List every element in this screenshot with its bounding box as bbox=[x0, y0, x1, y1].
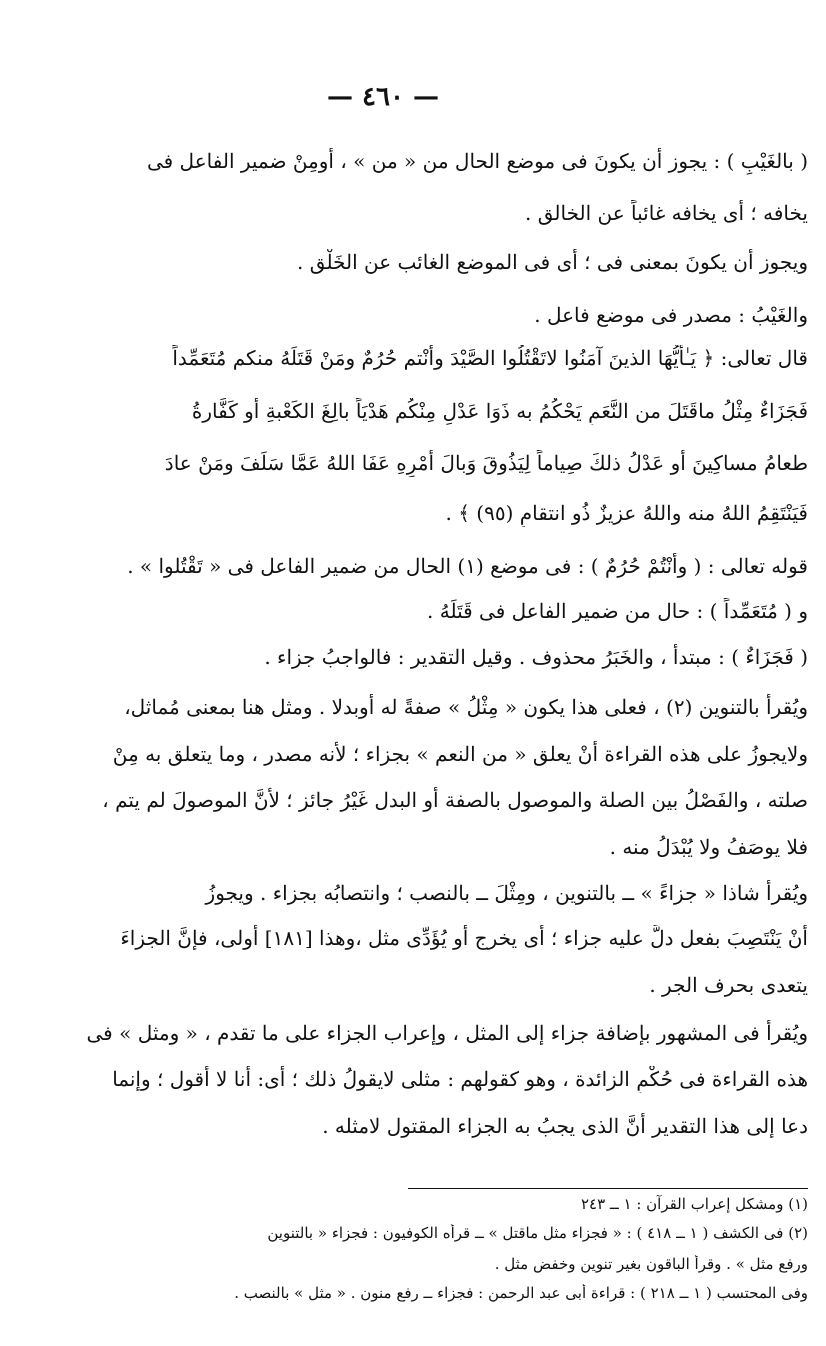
footnote-divider bbox=[408, 1188, 808, 1189]
text-line-1: ( بالغَيْبِ ) : يجوز أن يكونَ فى موضع الحال من « من » ، أومِنْ ضمير الفاعل فى bbox=[146, 149, 808, 173]
text-line-8: فَيَنْتَقِمُ اللهُ منه واللهُ عزيزٌ ذُو انتقامٍ (٩٥) ﴾ . bbox=[445, 501, 808, 525]
footnote-line-1: (١) ومشكل إعراب القرآن : ١ ــ ٢٤٣ bbox=[580, 1195, 808, 1213]
text-line-5: قال تعالى: ﴿ يَـٰأَيُّهَا الذينَ آمَنُوا لاتَقْتُلُوا الصَّيْدَ وأَنْتم حُرُمٌ ومَنْ قَتَلَهُ منكم مُتَعَمِّداً bbox=[172, 346, 808, 370]
text-line-20: هذه القراءة فى حُكْمِ الزائدة ، وهو كقولهم : مثلى لايقولُ ذلك ؛ أى: أنا لا أقول ؛ وإنما bbox=[112, 1067, 808, 1091]
text-line-11: ( فَجَزَاءٌ ) : مبتدأ ، والخَبَرُ محذوف . وقيل التقدير : فالواجبُ جزاء . bbox=[264, 645, 808, 669]
footnote-line-4: وفى المحتسب ( ١ ــ ٢١٨ ) : قراءة أبى عبد الرحمن : فجزاء ــ رفع منون . « مثل » بالنصب . bbox=[234, 1284, 808, 1302]
text-line-16: ويُقرأُ شاذا « جزاءً » ــ بالتنوين ، ومِثْلَ ــ بالنصب ؛ وانتصابُه بجزاء . ويجوزُ bbox=[205, 881, 808, 905]
text-line-2: يخافه ؛ أى يخافه غائباً عن الخالق . bbox=[525, 201, 808, 225]
text-line-21: دعا إلى هذا التقدير أَنَّ الذى يجبُ به الجزاء المقتول لامثله . bbox=[322, 1114, 808, 1138]
page-number: — ٤٦٠ — bbox=[326, 82, 440, 112]
text-line-12: ويُقرأُ بالتنوين (٢) ، فعلى هذا يكون « مِثْلُ » صفةً له أوبدلا . ومثل هنا بمعنى مُماثل، bbox=[124, 695, 808, 719]
text-line-10: و ( مُتَعَمِّداً ) : حال من ضمير الفاعل فى قَتَلَهُ . bbox=[427, 599, 808, 623]
text-line-17: أَنْ يَنْتَصِبَ بفعل دلَّ عليه جزاء ؛ أى يخرج أو يُؤَدِّى مثل ،وهذا [١٨١] أولى، فإنَّ الجزاءَ bbox=[120, 926, 808, 950]
text-line-14: صلته ، والفَصْلُ بين الصلة والموصول بالصفة أو البدل غَيْرُ جائز ؛ لأنَّ الموصولَ لم يتم ، bbox=[102, 788, 808, 812]
text-line-15: فلا يوصَفُ ولا يُبْدَلُ منه . bbox=[609, 835, 808, 859]
text-line-19: ويُقرأُ فى المشهور بإضافة جزاء إلى المثل ، وإعراب الجزاء على ما تقدم ، « ومثل » فى bbox=[86, 1021, 808, 1045]
text-line-7: طعامُ مساكِينَ أو عَدْلُ ذلكَ صِياماً لِيَذُوقَ وَبالَ أَمْرِهِ عَفَا اللهُ عَمَّا سَلَفَ ومَنْ عادَ bbox=[164, 451, 808, 475]
text-line-4: والغَيْبُ : مصدر فى موضع فاعل . bbox=[534, 303, 808, 327]
footnote-line-3: ورفع مثل » . وقرأ الباقون بغير تنوين وخفض مثل . bbox=[494, 1255, 808, 1273]
text-line-13: ولايجوزُ على هذه القراءة أَنْ يعلق « من النعم » بجزاء ؛ لأنه مصدر ، وما يتعلق به مِنْ bbox=[112, 742, 808, 766]
text-line-18: يتعدى بحرف الجر . bbox=[649, 973, 808, 997]
text-line-3: ويجوز أن يكونَ بمعنى فى ؛ أى فى الموضع الغائب عن الخَلْق . bbox=[297, 250, 808, 274]
text-line-9: قوله تعالى : ( وأَنْتُمْ حُرُمٌ ) : فى موضع (١) الحال من ضمير الفاعل فى « تَقْتُلوا » . bbox=[127, 554, 808, 578]
text-line-6: فَجَزَاءٌ مِثْلُ ماقَتَلَ من النَّعَمِ يَحْكُمُ به ذَوَا عَدْلٍ مِنْكُم هَدْيَاً بالِغَ الكَعْبةِ أو كَفَّارةُ bbox=[191, 399, 808, 423]
footnote-line-2: (٢) فى الكشف ( ١ ــ ٤١٨ ) : « فجزاء مثل ماقتل » ــ قرأه الكوفيون : فجزاء « بالتنوين bbox=[267, 1224, 808, 1242]
